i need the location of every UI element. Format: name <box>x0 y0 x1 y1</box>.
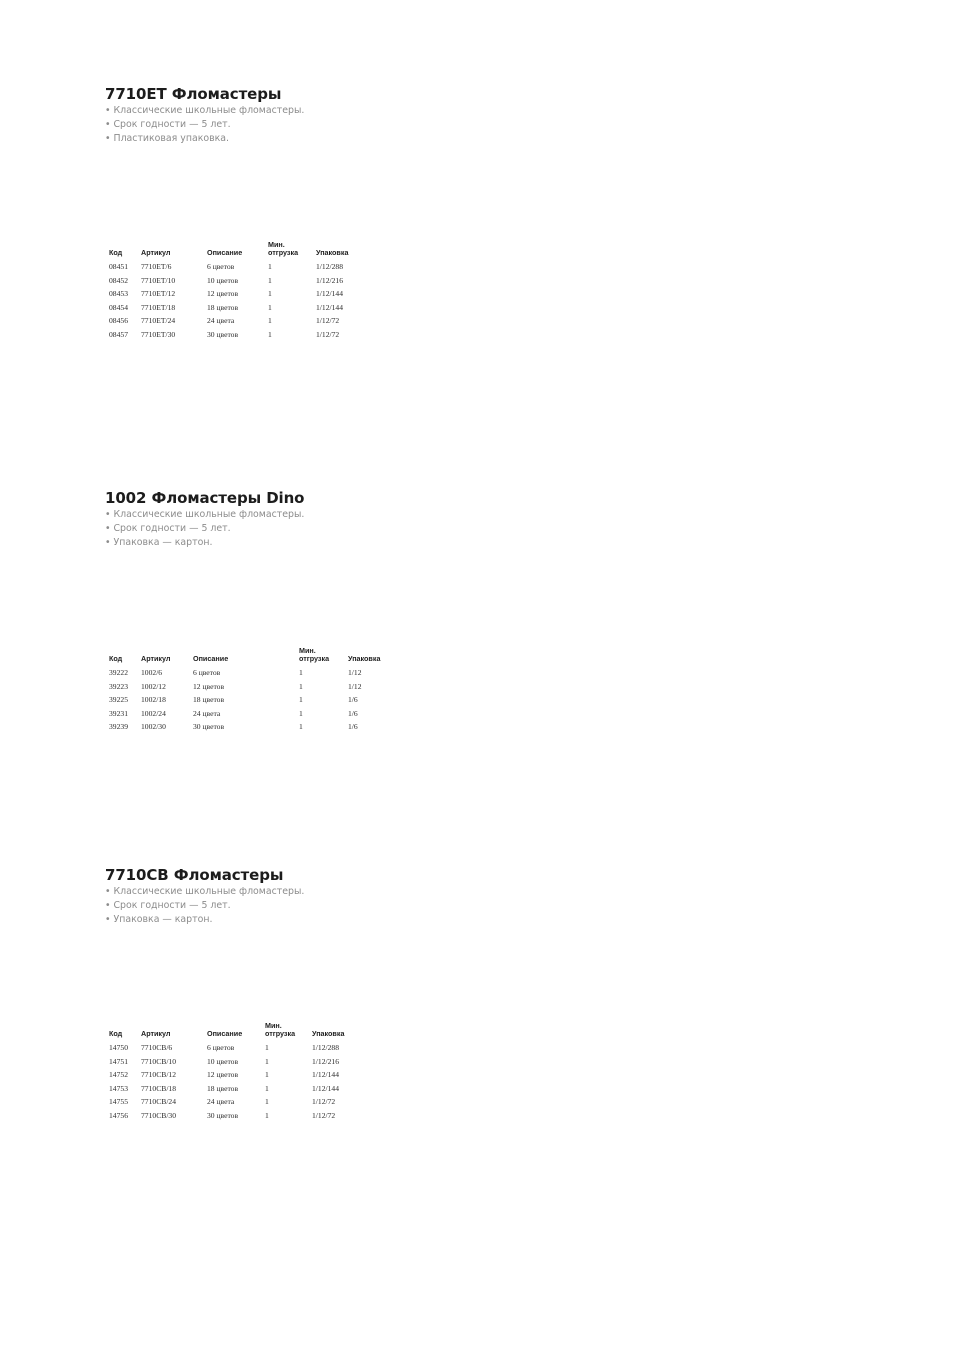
cell-pack: 1/12/144 <box>312 1070 340 1080</box>
cell-pack: 1/12 <box>348 668 362 677</box>
table-row <box>109 693 398 707</box>
cell-pack: 1/12/216 <box>312 1056 340 1066</box>
table-row <box>109 1109 362 1123</box>
cell-min-shipment: 1 <box>265 1056 269 1066</box>
cell-code: 39231 <box>109 708 128 718</box>
header-min-line1: Мин. <box>268 240 285 249</box>
cell-pack: 1/12/72 <box>316 316 340 326</box>
table-row <box>109 260 366 274</box>
product-table <box>109 647 398 734</box>
cell-article: 1002/24 <box>141 708 166 718</box>
header-article: Артикул <box>141 247 171 257</box>
cell-code: 14753 <box>109 1083 128 1093</box>
feature-item: • Классические школьные фломастеры. <box>105 885 304 899</box>
cell-pack: 1/12/144 <box>316 302 344 312</box>
feature-list <box>105 885 304 927</box>
cell-description: 18 цветов <box>207 302 239 312</box>
table-row <box>109 1068 362 1082</box>
table-row <box>109 1082 362 1096</box>
cell-article: 7710CB/18 <box>141 1083 177 1093</box>
cell-article: 1002/6 <box>141 668 163 677</box>
cell-description: 18 цветов <box>193 695 225 705</box>
cell-code: 14755 <box>109 1097 128 1107</box>
table-row <box>109 720 398 734</box>
feature-item: • Срок годности — 5 лет. <box>105 522 304 536</box>
feature-item: • Срок годности — 5 лет. <box>105 899 304 913</box>
table-row <box>109 666 398 680</box>
cell-pack: 1/6 <box>348 722 358 732</box>
cell-min-shipment: 1 <box>268 329 272 339</box>
feature-item: • Упаковка — картон. <box>105 536 304 550</box>
cell-code: 14750 <box>109 1043 128 1052</box>
table-row <box>109 1041 362 1055</box>
cell-pack: 1/12/72 <box>312 1110 336 1120</box>
product-table <box>109 241 366 342</box>
cell-min-shipment: 1 <box>265 1070 269 1080</box>
table-row <box>109 314 366 328</box>
header-min-shipment <box>268 241 316 260</box>
feature-list <box>105 104 304 146</box>
cell-code: 39239 <box>109 722 128 732</box>
cell-description: 30 цветов <box>207 329 239 339</box>
cell-article: 7710CB/10 <box>141 1056 177 1066</box>
cell-min-shipment: 1 <box>265 1097 269 1107</box>
cell-article: 7710ET/24 <box>141 316 176 326</box>
feature-item: • Упаковка — картон. <box>105 913 304 927</box>
header-min-line2: отгрузка <box>268 247 299 257</box>
cell-min-shipment: 1 <box>265 1043 269 1052</box>
cell-description: 10 цветов <box>207 1056 239 1066</box>
cell-description: 24 цвета <box>207 1097 235 1107</box>
feature-item: • Классические школьные фломастеры. <box>105 104 304 118</box>
cell-code: 08451 <box>109 262 128 271</box>
cell-pack: 1/12/288 <box>316 262 344 271</box>
cell-min-shipment: 1 <box>268 316 272 326</box>
cell-article: 1002/18 <box>141 695 166 705</box>
cell-description: 6 цветов <box>193 668 221 677</box>
cell-pack: 1/12/216 <box>316 275 344 285</box>
header-article: Артикул <box>141 653 171 663</box>
cell-code: 14752 <box>109 1070 128 1080</box>
cell-code: 39225 <box>109 695 128 705</box>
feature-list <box>105 508 304 550</box>
cell-pack: 1/12/144 <box>316 289 344 299</box>
cell-article: 7710CB/6 <box>141 1043 173 1052</box>
cell-description: 12 цветов <box>207 289 239 299</box>
cell-article: 1002/30 <box>141 722 166 732</box>
cell-code: 08453 <box>109 289 128 299</box>
header-description: Описание <box>207 247 243 257</box>
cell-description: 24 цвета <box>193 708 221 718</box>
header-min-line2: отгрузка <box>265 1028 296 1038</box>
cell-description: 12 цветов <box>207 1070 239 1080</box>
cell-min-shipment: 1 <box>268 289 272 299</box>
header-article: Артикул <box>141 1028 171 1038</box>
section-title: 7710ET Фломастеры <box>105 85 282 103</box>
cell-pack: 1/6 <box>348 695 358 705</box>
feature-item: • Классические школьные фломастеры. <box>105 508 304 522</box>
table-header-row <box>109 1022 362 1041</box>
header-code: Код <box>109 653 123 663</box>
header-description: Описание <box>193 653 229 663</box>
table-row <box>109 1055 362 1069</box>
cell-article: 7710ET/30 <box>141 329 176 339</box>
cell-article: 7710ET/10 <box>141 275 176 285</box>
cell-pack: 1/12/288 <box>312 1043 340 1052</box>
product-section-1002 <box>105 489 304 550</box>
cell-description: 10 цветов <box>207 275 239 285</box>
header-code: Код <box>109 247 123 257</box>
cell-code: 39223 <box>109 681 128 691</box>
table-row <box>109 301 366 315</box>
header-description: Описание <box>207 1028 243 1038</box>
product-table <box>109 1022 362 1123</box>
table-header-row <box>109 241 366 260</box>
cell-min-shipment: 1 <box>268 275 272 285</box>
cell-min-shipment: 1 <box>268 302 272 312</box>
cell-code: 08454 <box>109 302 128 312</box>
cell-article: 7710ET/6 <box>141 262 172 271</box>
header-min-shipment <box>265 1022 312 1041</box>
cell-min-shipment: 1 <box>299 681 303 691</box>
cell-article: 7710ET/12 <box>141 289 176 299</box>
header-min-line1: Мин. <box>265 1021 282 1030</box>
section-title: 1002 Фломастеры Dino <box>105 489 305 507</box>
cell-code: 08456 <box>109 316 128 326</box>
cell-description: 30 цветов <box>193 722 225 732</box>
table-row <box>109 287 366 301</box>
cell-article: 7710CB/30 <box>141 1110 177 1120</box>
cell-code: 08452 <box>109 275 128 285</box>
header-min-shipment <box>299 647 348 666</box>
cell-code: 08457 <box>109 329 128 339</box>
table-row <box>109 680 398 694</box>
cell-code: 14751 <box>109 1056 128 1066</box>
table-header-row <box>109 647 398 666</box>
cell-code: 39222 <box>109 668 128 677</box>
header-min-line1: Мин. <box>299 646 316 655</box>
cell-pack: 1/12/72 <box>316 329 340 339</box>
cell-article: 7710CB/24 <box>141 1097 177 1107</box>
cell-pack: 1/12 <box>348 681 362 691</box>
cell-pack: 1/6 <box>348 708 358 718</box>
table-row <box>109 707 398 721</box>
table-row <box>109 328 366 342</box>
cell-article: 1002/12 <box>141 681 166 691</box>
product-section-7710et <box>105 85 304 146</box>
section-title: 7710CB Фломастеры <box>105 866 284 884</box>
header-pack: Упаковка <box>316 247 349 257</box>
cell-min-shipment: 1 <box>299 695 303 705</box>
header-pack: Упаковка <box>348 653 381 663</box>
cell-min-shipment: 1 <box>299 722 303 732</box>
cell-description: 24 цвета <box>207 316 235 326</box>
cell-min-shipment: 1 <box>265 1110 269 1120</box>
header-min-line2: отгрузка <box>299 653 330 663</box>
cell-code: 14756 <box>109 1110 128 1120</box>
cell-min-shipment: 1 <box>265 1083 269 1093</box>
cell-article: 7710CB/12 <box>141 1070 177 1080</box>
cell-description: 18 цветов <box>207 1083 239 1093</box>
cell-min-shipment: 1 <box>299 708 303 718</box>
cell-description: 6 цветов <box>207 1043 235 1052</box>
table-row <box>109 1095 362 1109</box>
feature-item: • Пластиковая упаковка. <box>105 132 304 146</box>
header-code: Код <box>109 1028 123 1038</box>
cell-min-shipment: 1 <box>268 262 272 271</box>
cell-description: 30 цветов <box>207 1110 239 1120</box>
cell-article: 7710ET/18 <box>141 302 176 312</box>
cell-description: 12 цветов <box>193 681 225 691</box>
cell-description: 6 цветов <box>207 262 235 271</box>
cell-pack: 1/12/72 <box>312 1097 336 1107</box>
product-section-7710cb <box>105 866 304 927</box>
cell-pack: 1/12/144 <box>312 1083 340 1093</box>
table-row <box>109 274 366 288</box>
header-pack: Упаковка <box>312 1028 345 1038</box>
feature-item: • Срок годности — 5 лет. <box>105 118 304 132</box>
cell-min-shipment: 1 <box>299 668 303 677</box>
